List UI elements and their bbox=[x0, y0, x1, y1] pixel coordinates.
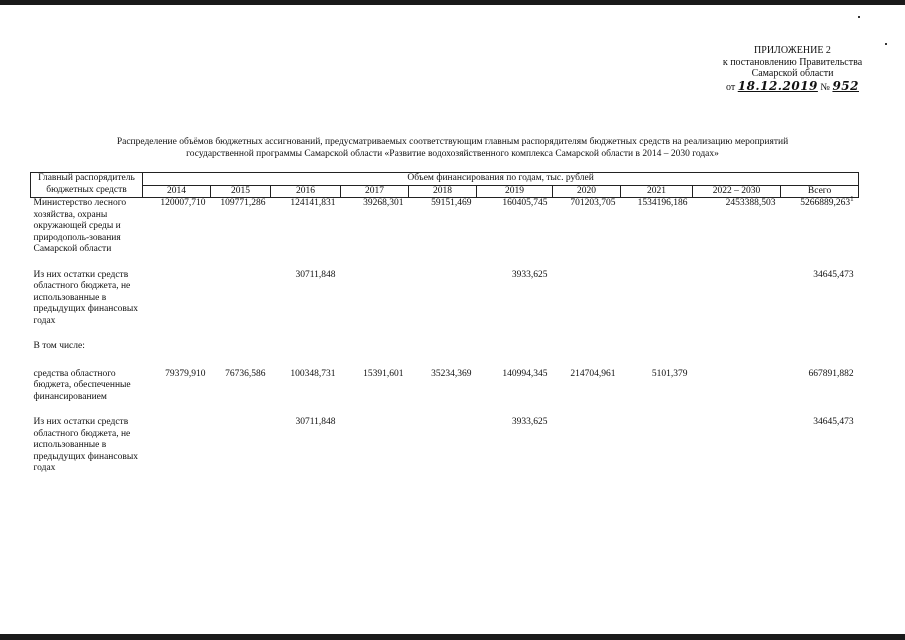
cell-total: 34645,473 bbox=[813, 417, 854, 427]
cell-value bbox=[621, 417, 693, 475]
handwritten-date: 18.12.2019 bbox=[737, 78, 818, 93]
appendix-date-line bbox=[690, 78, 895, 94]
cell-total: 667891,882 bbox=[808, 368, 854, 379]
cell-value bbox=[553, 270, 621, 328]
table-row-remainders bbox=[31, 270, 859, 328]
cell-value: 39268,301 bbox=[363, 198, 404, 208]
document-title bbox=[60, 136, 845, 160]
number-prefix: № bbox=[820, 81, 830, 93]
cell-value: 5101,379 bbox=[651, 368, 688, 379]
title-line-2: государственной программы Самарской области «Развитие водохозяйственного комплекса Самарской области в 2014 – 2030 годах» bbox=[186, 149, 719, 159]
cell-value bbox=[341, 417, 409, 475]
cell-value bbox=[553, 417, 621, 475]
cell-value: 15391,601 bbox=[363, 368, 404, 379]
cell-value: 140994,345 bbox=[502, 368, 548, 379]
cell-value bbox=[211, 270, 271, 328]
cell-value: 109771,286 bbox=[220, 198, 266, 208]
date-prefix: от bbox=[725, 81, 736, 93]
table-row-ministry bbox=[31, 198, 859, 256]
appendix-title: ПРИЛОЖЕНИЕ 2 bbox=[754, 45, 831, 56]
table-row-remainders bbox=[31, 417, 859, 475]
cell-total: 34645,473 bbox=[813, 269, 854, 280]
header-row-group bbox=[31, 173, 859, 186]
cell-value bbox=[211, 417, 271, 475]
header-year: 2015 bbox=[211, 185, 271, 198]
header-year: 2014 bbox=[143, 185, 211, 198]
row-label: Министерство лесного хозяйства, охраны окружающей среды и природополь-зования Самарской области bbox=[33, 198, 127, 254]
row-label: Из них остатки средств областного бюджета, не использованные в предыдущих финансовых годах bbox=[33, 269, 138, 326]
footnote-marker: 1 bbox=[850, 194, 854, 203]
cell-value: 214704,961 bbox=[570, 368, 616, 379]
cell-value bbox=[341, 270, 409, 328]
cell-value: 701203,705 bbox=[570, 198, 616, 208]
cell-value: 76736,586 bbox=[225, 368, 266, 379]
cell-value: 160405,745 bbox=[502, 198, 548, 208]
header-row-years bbox=[31, 185, 859, 198]
budget-table bbox=[30, 172, 859, 475]
table-row-regional-funds bbox=[31, 369, 859, 404]
cell-value: 35234,369 bbox=[431, 368, 472, 379]
header-manager: Главный распорядитель бюджетных средств bbox=[31, 173, 143, 198]
cell-total bbox=[781, 194, 859, 256]
header-year: 2017 bbox=[341, 185, 409, 198]
cell-value bbox=[693, 369, 781, 404]
cell-value: 79379,910 bbox=[165, 368, 206, 379]
row-label: средства областного бюджета, обеспеченные финансированием bbox=[33, 368, 131, 402]
header-funding-group: Объем финансирования по годам, тыс. рублей bbox=[143, 173, 859, 186]
header-year: 2019 bbox=[477, 185, 553, 198]
header-total: Всего bbox=[781, 185, 859, 198]
cell-value: 30711,848 bbox=[295, 269, 336, 280]
cell-value bbox=[693, 417, 781, 475]
header-year: 2021 bbox=[621, 185, 693, 198]
header-year: 2018 bbox=[409, 185, 477, 198]
header-year: 2020 bbox=[553, 185, 621, 198]
header-year: 2022 – 2030 bbox=[693, 185, 781, 198]
appendix-subtitle: к постановлению Правительства bbox=[722, 56, 863, 68]
cell-value: 120007,710 bbox=[160, 198, 206, 208]
scan-speck bbox=[858, 16, 860, 18]
cell-value: 3933,625 bbox=[511, 269, 548, 280]
handwritten-number: 952 bbox=[832, 78, 859, 93]
cell-value: 100348,731 bbox=[290, 368, 336, 379]
cell-value: 59151,469 bbox=[431, 198, 472, 208]
cell-value bbox=[409, 270, 477, 328]
scan-top-border bbox=[0, 0, 905, 5]
cell-value bbox=[143, 270, 211, 328]
cell-value bbox=[409, 417, 477, 475]
table-row-including bbox=[31, 341, 859, 353]
cell-value: 1534196,186 bbox=[637, 198, 688, 208]
cell-value: 124141,831 bbox=[290, 198, 336, 208]
appendix-block bbox=[690, 45, 895, 93]
title-line-1: Распределение объёмов бюджетных ассигнований, предусматриваемых соответствующим главным распорядителям бюджетных средств на реализацию мероприятий bbox=[116, 137, 789, 147]
row-label: Из них остатки средств областного бюджета, не использованные в предыдущих финансовых годах bbox=[33, 417, 138, 473]
scan-bottom-border bbox=[0, 634, 905, 640]
cell-value bbox=[621, 270, 693, 328]
cell-value: 2453388,503 bbox=[725, 198, 776, 208]
cell-value bbox=[143, 417, 211, 475]
appendix-region: Самарской области bbox=[751, 68, 834, 79]
cell-value: 30711,848 bbox=[295, 417, 336, 427]
total-value: 5266889,263 bbox=[800, 198, 851, 208]
row-label: В том числе: bbox=[33, 341, 85, 351]
cell-value bbox=[693, 270, 781, 328]
header-year: 2016 bbox=[271, 185, 341, 198]
cell-value: 3933,625 bbox=[511, 417, 548, 427]
